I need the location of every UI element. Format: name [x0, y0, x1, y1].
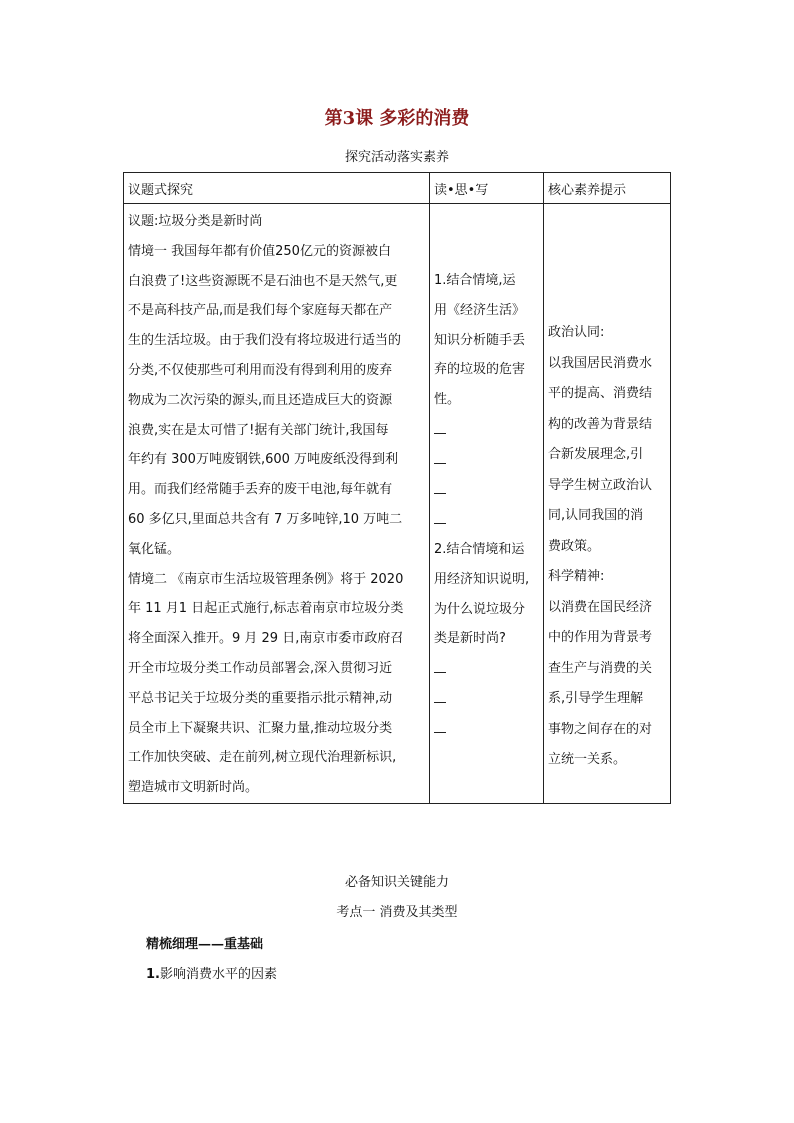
question-line: 性。: [434, 392, 461, 408]
inquiry-line: 开全市垃圾分类工作动员部署会,深入贯彻习近: [128, 660, 393, 676]
questions-text: [434, 204, 539, 744]
answer-blank[interactable]: [434, 475, 539, 505]
question-line: 为什么说垃圾分: [434, 601, 526, 617]
inquiry-line: 分类,不仅使那些可利用而没有得到利用的废弃: [128, 362, 393, 378]
literacy-line: 中的作用为背景考: [548, 630, 653, 645]
item-text: 影响消费水平的因素: [159, 967, 277, 982]
item-number: 1.: [146, 967, 160, 982]
answer-blank[interactable]: [434, 684, 539, 714]
inquiry-line: 塑造城市文明新时尚。: [128, 780, 259, 796]
inquiry-line: 氧化锰。: [128, 541, 181, 557]
literacy-line: 构的改善为背景结: [548, 416, 653, 432]
inquiry-line: 员全市上下凝聚共识、汇聚力量,推动垃圾分类: [128, 720, 393, 736]
section-subtitle: 探究活动落实素养: [344, 150, 449, 165]
inquiry-line: 情境二 《南京市生活垃圾管理条例》将于 2020: [128, 571, 404, 587]
inquiry-table: [123, 172, 671, 804]
question-line: 类是新时尚?: [434, 631, 506, 647]
question-line: 弃的垃圾的危害: [434, 362, 526, 378]
lesson-title: 第3课 多彩的消费: [324, 108, 470, 129]
inquiry-text: [128, 204, 425, 803]
inquiry-cell: [124, 204, 430, 804]
inquiry-line: 情境一 我国每年都有价值250亿元的资源被白: [128, 243, 391, 259]
header-core-literacy: 核心素养提示: [544, 173, 671, 204]
knowledge-section-title: 必备知识关键能力: [344, 875, 449, 890]
literacy-line: 合新发展理念,引: [548, 447, 644, 462]
answer-blank[interactable]: [434, 445, 539, 475]
question-line: 2.结合情境和运: [434, 541, 525, 557]
inquiry-line: 将全面深入推开。9 月 29 日,南京市委市政府召: [128, 631, 404, 647]
question-line: 用《经济生活》: [434, 302, 526, 318]
table-header-row: [124, 173, 671, 204]
question-line: 用经济知识说明,: [434, 571, 530, 587]
literacy-line: 系,引导学生理解: [548, 691, 644, 706]
inquiry-line: 年 11 月1 日起正式施行,标志着南京市垃圾分类: [128, 601, 404, 617]
inquiry-line: 年约有 300万吨废钢铁,600 万吨废纸没得到利: [128, 452, 399, 468]
literacy-line: 导学生树立政治认: [548, 477, 653, 493]
inquiry-line: 60 多亿只,里面总共含有 7 万多吨锌,10 万吨二: [128, 511, 403, 527]
literacy-line: 费政策。: [548, 538, 601, 554]
question-line: 知识分析随手丢: [434, 332, 526, 348]
literacy-text: [548, 204, 666, 776]
topic-one-title: 考点一 消费及其类型: [336, 905, 458, 920]
question-line: 1.结合情境,运: [434, 273, 516, 288]
basics-heading: 精梳细理——重基础: [146, 937, 264, 952]
answer-blank[interactable]: [434, 654, 539, 684]
literacy-line: 政治认同:: [548, 325, 605, 340]
questions-cell: [430, 204, 544, 804]
answer-blank[interactable]: [434, 415, 539, 445]
inquiry-line: 浪费,实在是太可惜了!据有关部门统计,我国每: [128, 422, 389, 438]
literacy-line: 查生产与消费的关: [548, 660, 653, 676]
answer-blank[interactable]: [434, 714, 539, 744]
literacy-line: 同,认同我国的消: [548, 508, 644, 523]
inquiry-line: 物成为二次污染的源头,而且还造成巨大的资源: [128, 392, 393, 408]
inquiry-line: 生的生活垃圾。由于我们没有将垃圾进行适当的: [128, 333, 402, 349]
answer-blank[interactable]: [434, 505, 539, 535]
inquiry-line: 工作加快突破、走在前列,树立现代治理新标识,: [128, 750, 397, 766]
literacy-line: 以我国居民消费水: [548, 355, 653, 371]
literacy-line: 以消费在国民经济: [548, 599, 653, 615]
table-body-row: [124, 204, 671, 804]
inquiry-line: 议题:垃圾分类是新时尚: [128, 214, 263, 229]
literacy-line: 事物之间存在的对: [548, 721, 653, 737]
inquiry-line: 白浪费了!这些资源既不是石油也不是天然气,更: [128, 273, 398, 289]
literacy-line: 立统一关系。: [548, 752, 627, 767]
header-inquiry: 议题式探究: [124, 173, 430, 204]
literacy-line: 科学精神:: [548, 569, 605, 584]
header-read-think-write: 读•思•写: [430, 173, 544, 204]
literacy-line: 平的提高、消费结: [548, 386, 653, 401]
inquiry-line: 不是高科技产品,而是我们每个家庭每天都在产: [128, 303, 393, 319]
list-item: [146, 963, 277, 982]
inquiry-line: 用。而我们经常随手丢弃的废干电池,每年就有: [128, 482, 393, 498]
literacy-cell: [544, 204, 671, 804]
inquiry-line: 平总书记关于垃圾分类的重要指示批示精神,动: [128, 690, 393, 706]
